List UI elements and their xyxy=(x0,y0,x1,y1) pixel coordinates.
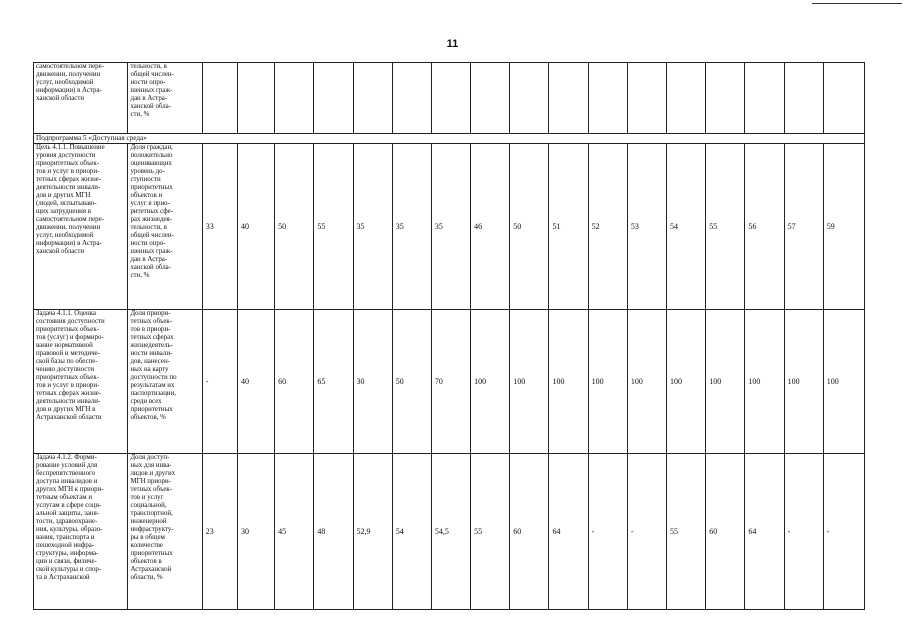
value-cell: 35 xyxy=(431,143,470,309)
value-cell xyxy=(353,63,392,134)
value-cell xyxy=(745,63,784,134)
goal-cell: Цель 4.1.1. Повышение уровня доступности приоритетных объек- тов и услуг в приори- тетных сферах жизне- деятельности инвали- дов и других МГН (людей, испытываю- щих затруднения в самостоятельном пере- движении, получении услуг, необходимой информации) в Астра- ханской области xyxy=(34,143,128,309)
value-cell: 55 xyxy=(314,143,353,309)
section-title: Подпрограмма 5 «Доступная среда» xyxy=(34,134,865,144)
value-cell xyxy=(392,63,431,134)
table-row xyxy=(34,143,865,309)
table-row xyxy=(34,453,865,609)
header-rule xyxy=(812,3,902,4)
value-cell: 30 xyxy=(237,453,274,609)
value-cell: 100 xyxy=(627,309,666,453)
value-cell: 100 xyxy=(667,309,706,453)
value-cell xyxy=(627,63,666,134)
value-cell xyxy=(549,63,588,134)
value-cell: 45 xyxy=(275,453,314,609)
indicator-cell: Доля граждан, положительно оценивающих уровень до- ступности приоритетных объектов и услуг в прио- ритетных сфе- рах жизнедея- тельности, в общей числен- ности опро- шенных граж- дан в Астра- ханской обла- сти, % xyxy=(128,143,202,309)
value-cell: 65 xyxy=(314,309,353,453)
goal-cell: самостоятельном пере- движении, получении услуг, необходимой информации) в Астра- ханской области xyxy=(34,63,128,134)
value-cell: 53 xyxy=(627,143,666,309)
value-cell: 55 xyxy=(471,453,510,609)
value-cell: 35 xyxy=(392,143,431,309)
value-cell: 40 xyxy=(237,309,274,453)
value-cell xyxy=(471,63,510,134)
value-cell: 51 xyxy=(549,143,588,309)
indicator-cell: Доля приори- тетных объек- тов в приори- тетных сферах жизнедеятель- ности инвали- дов, нанесен- ных на карту доступности по результатам их паспортизации, среди всех приоритетных объектов, % xyxy=(128,309,202,453)
value-cell: 100 xyxy=(510,309,549,453)
value-cell: - xyxy=(784,453,823,609)
value-cell xyxy=(202,63,237,134)
value-cell: 30 xyxy=(353,309,392,453)
indicator-cell: тельности, в общей числен- ности опро- шенных граж- дан в Астра- ханской обла- сти, % xyxy=(128,63,202,134)
value-cell: 60 xyxy=(275,309,314,453)
value-cell xyxy=(510,63,549,134)
value-cell: 100 xyxy=(471,309,510,453)
value-cell: 100 xyxy=(706,309,745,453)
value-cell: - xyxy=(202,309,237,453)
value-cell: 54 xyxy=(667,143,706,309)
value-cell: 64 xyxy=(745,453,784,609)
value-cell xyxy=(237,63,274,134)
value-cell xyxy=(823,63,864,134)
value-cell: 48 xyxy=(314,453,353,609)
goal-cell: Задача 4.1.1. Оценка состояния доступности приоритетных объек- тов (услуг) и формиро- вание нормативной правовой и методиче- ской базы по обеспе- чению доступности приоритетных объек- тов и услуг в приори- тетных сферах жизне- деятельности инвали- дов и других МГН в Астраханской области xyxy=(34,309,128,453)
value-cell: 55 xyxy=(667,453,706,609)
value-cell xyxy=(784,63,823,134)
value-cell: 59 xyxy=(823,143,864,309)
page-number: 11 xyxy=(446,38,459,50)
value-cell: 54 xyxy=(392,453,431,609)
value-cell xyxy=(314,63,353,134)
value-cell: 100 xyxy=(549,309,588,453)
value-cell: 60 xyxy=(706,453,745,609)
table-row xyxy=(34,309,865,453)
value-cell: 54,5 xyxy=(431,453,470,609)
value-cell: 52,9 xyxy=(353,453,392,609)
value-cell: 100 xyxy=(745,309,784,453)
value-cell: 100 xyxy=(784,309,823,453)
value-cell: - xyxy=(627,453,666,609)
value-cell: 57 xyxy=(784,143,823,309)
value-cell: 50 xyxy=(275,143,314,309)
value-cell: 64 xyxy=(549,453,588,609)
value-cell: 33 xyxy=(202,143,237,309)
table-row xyxy=(34,63,865,134)
value-cell: 55 xyxy=(706,143,745,309)
value-cell: 46 xyxy=(471,143,510,309)
value-cell: 35 xyxy=(353,143,392,309)
value-cell: 100 xyxy=(588,309,627,453)
value-cell: 100 xyxy=(823,309,864,453)
indicator-cell: Доля доступ- ных для инва- лидов и других МГН приори- тетных объек- тов и услуг социальной, транспортной, инженерной инфраструкту- ры в общем количестве приоритетных объектов в Астраханской области, % xyxy=(128,453,202,609)
section-row xyxy=(34,134,865,144)
value-cell xyxy=(667,63,706,134)
value-cell: 40 xyxy=(237,143,274,309)
value-cell: 70 xyxy=(431,309,470,453)
indicator-table xyxy=(33,62,865,610)
value-cell: 60 xyxy=(510,453,549,609)
value-cell: - xyxy=(588,453,627,609)
value-cell: - xyxy=(823,453,864,609)
goal-cell: Задача 4.1.2. Форми- рование условий для беспрепятственного доступа инвалидов и других МГН к приори- тетным объектам и услугам в сфере соци- альной защиты, заня- тости, здравоохране- ния, культуры, образо- вания, транспорта и пешеходной инфра- структуры, информа- ции и связи, физиче- ской культуры и спор- та в Астраханской xyxy=(34,453,128,609)
value-cell: 23 xyxy=(202,453,237,609)
value-cell: 56 xyxy=(745,143,784,309)
value-cell: 50 xyxy=(510,143,549,309)
value-cell xyxy=(275,63,314,134)
value-cell xyxy=(706,63,745,134)
value-cell: 50 xyxy=(392,309,431,453)
value-cell xyxy=(431,63,470,134)
value-cell xyxy=(588,63,627,134)
value-cell: 52 xyxy=(588,143,627,309)
